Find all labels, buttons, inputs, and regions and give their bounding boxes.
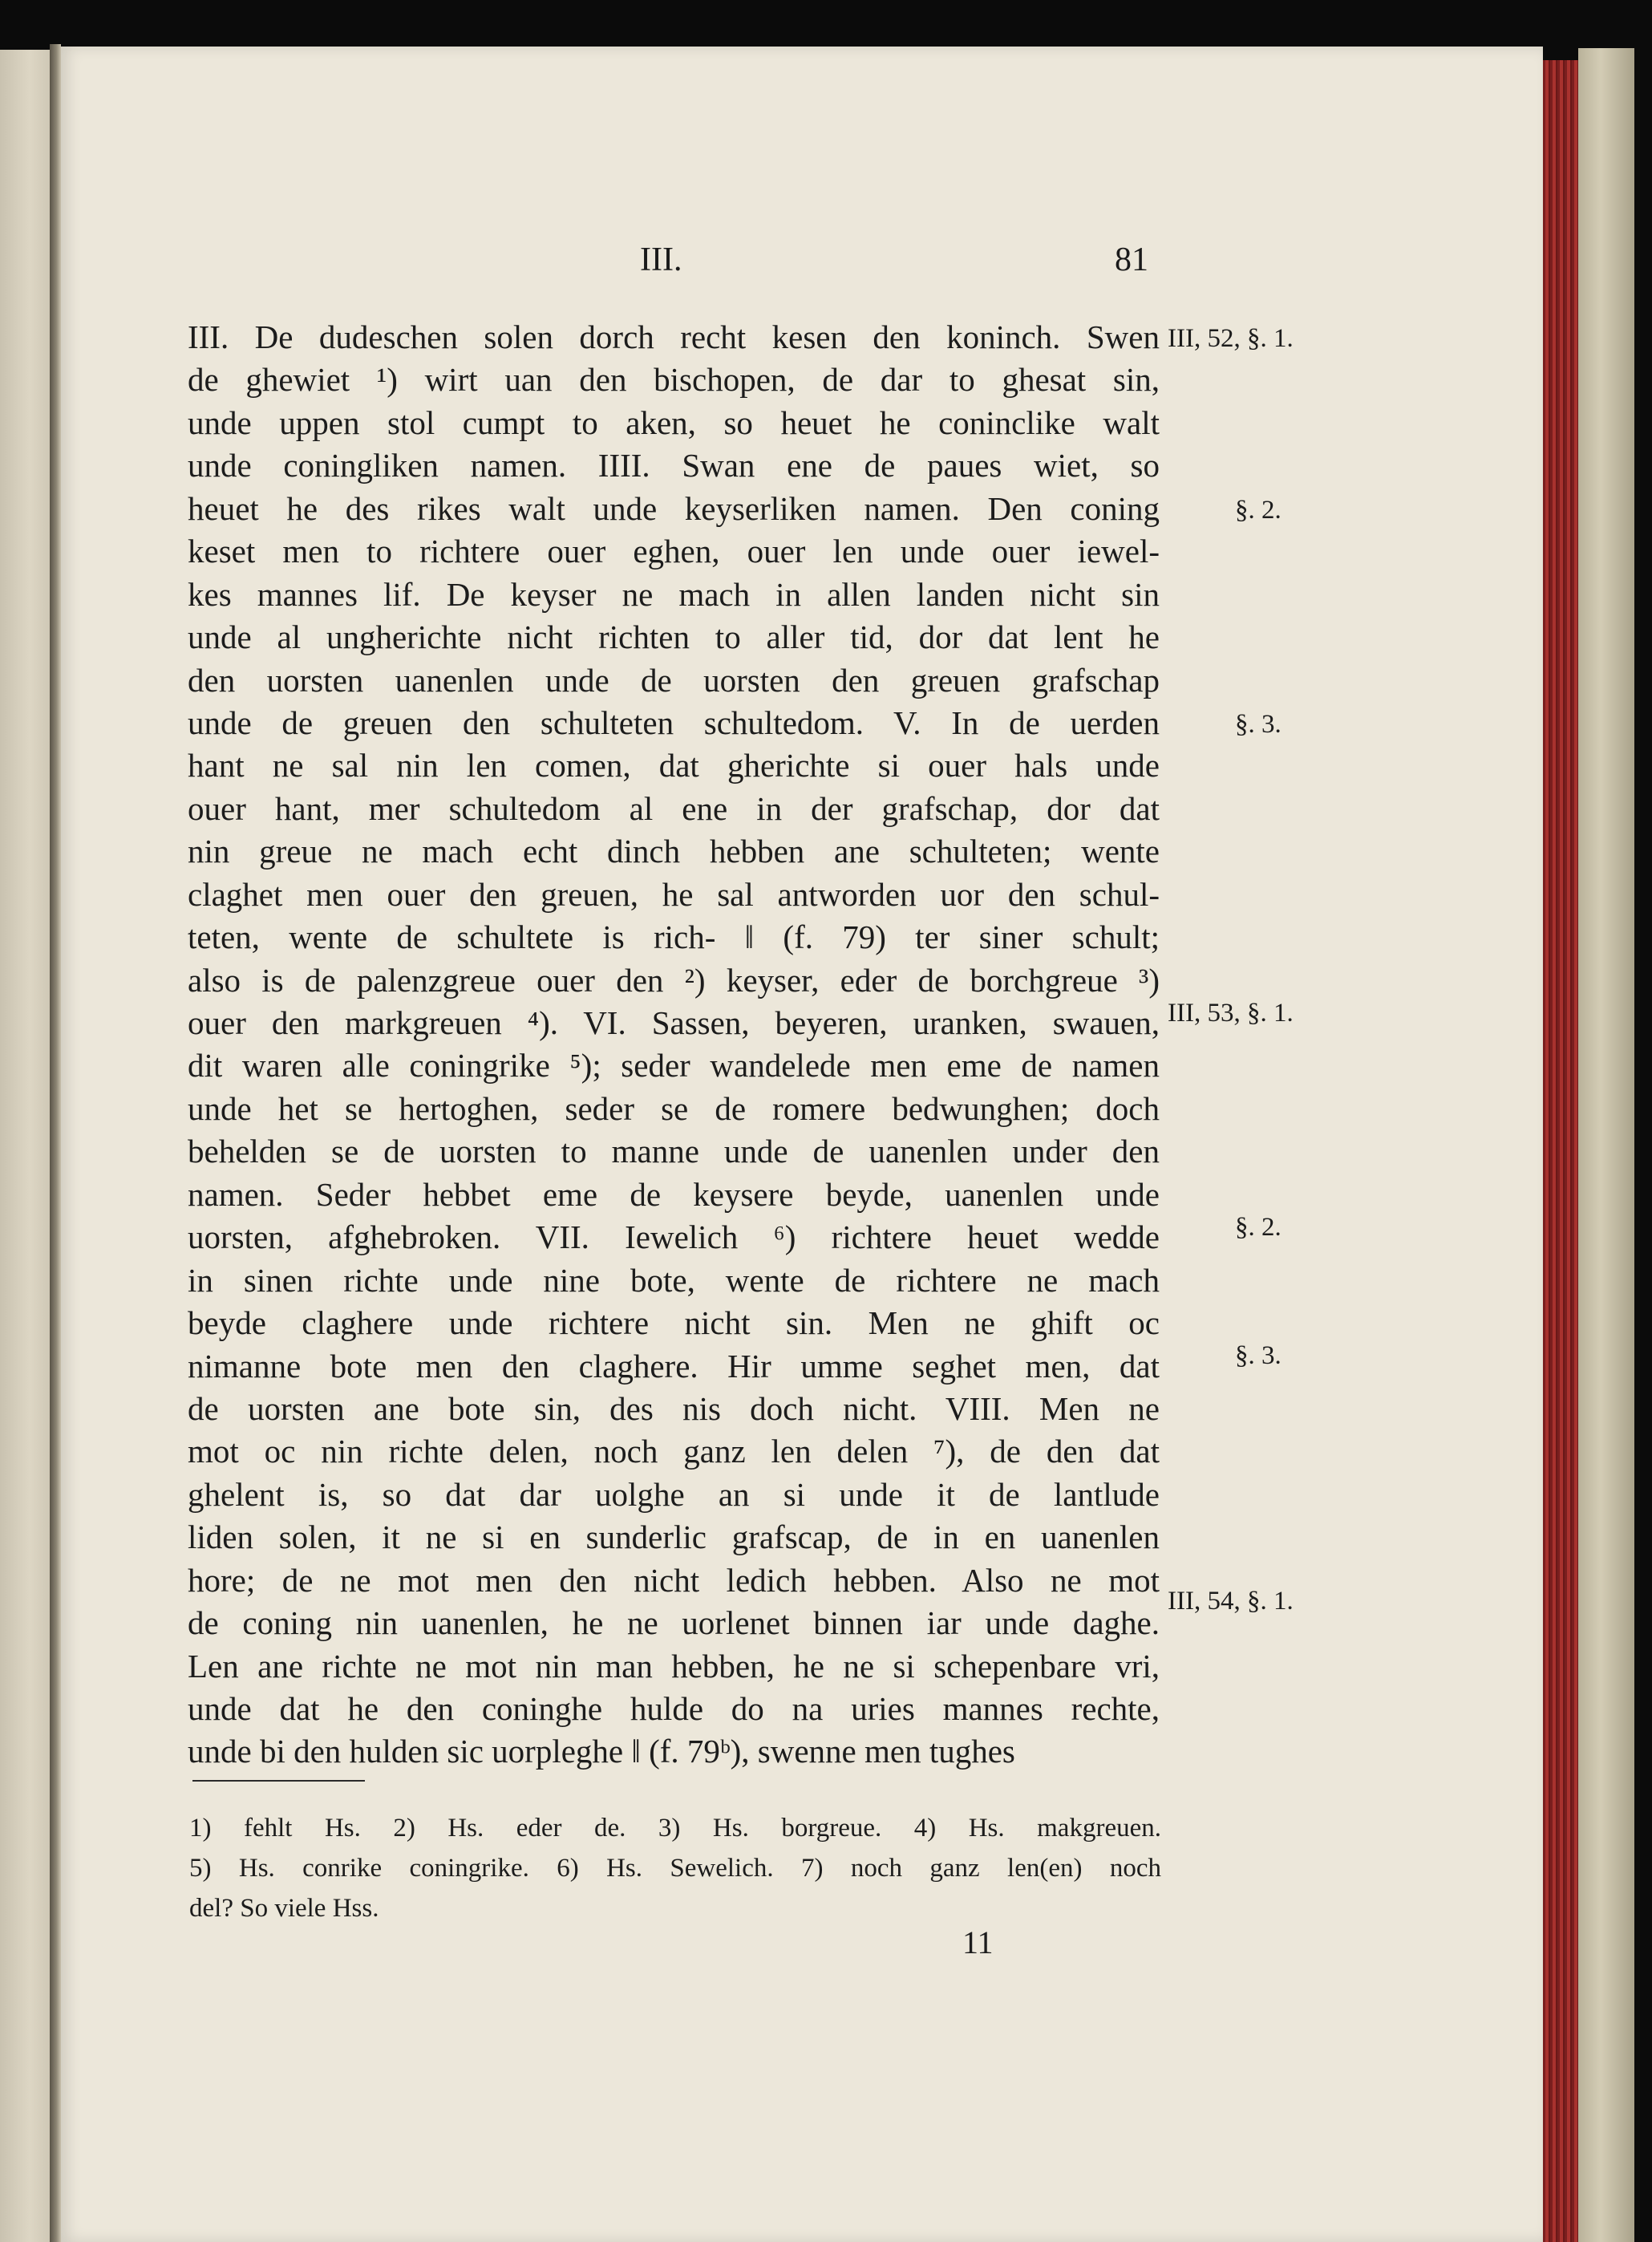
margin-reference: §. 3. — [1235, 1341, 1282, 1370]
footnote-line: 5) Hs. conrike coningrike. 6) Hs. Sewelich. 7) noch ganz len(en) noch — [189, 1854, 1161, 1883]
text-line: nin greue ne mach echt dinch hebben ane schulteten; wente — [188, 833, 1160, 870]
margin-reference: III, 53, §. 1. — [1168, 999, 1294, 1028]
main-text — [188, 316, 1160, 1774]
text-line: behelden se de uorsten to manne unde de uanenlen under den — [188, 1133, 1160, 1170]
text-line: unde al ungherichte nicht richten to aller tid, dor dat lent he — [188, 618, 1160, 656]
text-line: ouer den markgreuen ⁴). VI. Sassen, beyeren, uranken, swauen, — [188, 1004, 1160, 1041]
signature-mark: 11 — [962, 1924, 994, 1960]
running-head-section: III. — [640, 241, 682, 278]
text-line: namen. Seder hebbet eme de keysere beyde, uanenlen unde — [188, 1175, 1160, 1213]
text-line: de coning nin uanenlen, he ne uorlenet binnen iar unde daghe. — [188, 1604, 1160, 1642]
footnote-line: 1) fehlt Hs. 2) Hs. eder de. 3) Hs. borgreue. 4) Hs. makgreuen. — [189, 1814, 1161, 1843]
margin-reference: III, 54, §. 1. — [1168, 1587, 1294, 1616]
text-line: hore; de ne mot men den nicht ledich hebben. Also ne mot — [188, 1561, 1160, 1599]
text-line: claghet men ouer den greuen, he sal antworden uor den schul- — [188, 875, 1160, 913]
margin-reference: §. 3. — [1235, 710, 1282, 739]
text-line: beyde claghere unde richtere nicht sin. Men ne ghift oc — [188, 1304, 1160, 1342]
footnote-rule — [192, 1780, 365, 1782]
text-line: unde het se hertoghen, seder se de romere bedwunghen; doch — [188, 1089, 1160, 1127]
text-line: nimanne bote men den claghere. Hir umme seghet men, dat — [188, 1347, 1160, 1385]
text-line: keset men to richtere ouer eghen, ouer len unde ouer iewel- — [188, 533, 1160, 570]
text-line: unde de greuen den schulteten schultedom. V. In de uerden — [188, 703, 1160, 741]
text-line: unde uppen stol cumpt to aken, so heuet he coninclike walt — [188, 403, 1160, 441]
text-line: unde bi den hulden sic uorpleghe ‖ (f. 79ᵇ), swenne men tughes — [188, 1733, 1015, 1770]
text-line: ouer hant, mer schultedom al ene in der grafschap, dor dat — [188, 789, 1160, 827]
text-line: dit waren alle coningrike ⁵); seder wandelede men eme de namen — [188, 1047, 1160, 1085]
margin-reference: §. 2. — [1235, 1213, 1282, 1242]
text-line: unde coningliken namen. IIII. Swan ene de paues wiet, so — [188, 447, 1160, 484]
footnote-line: del? So viele Hss. — [189, 1894, 379, 1923]
left-page-edge — [0, 50, 50, 2242]
footnotes — [189, 1808, 1161, 1928]
book-cover-board — [1578, 48, 1634, 2242]
text-line: hant ne sal nin len comen, dat gherichte si ouer hals unde — [188, 747, 1160, 784]
text-line: heuet he des rikes walt unde keyserliken namen. Den coning — [188, 489, 1160, 527]
margin-reference: §. 2. — [1235, 496, 1282, 525]
text-line: Len ane richte ne mot nin man hebben, he ne si schepenbare vri, — [188, 1647, 1160, 1685]
page-edges-red — [1543, 60, 1578, 2242]
text-line: de ghewiet ¹) wirt uan den bischopen, de dar to ghesat sin, — [188, 361, 1160, 399]
text-line: den uorsten uanenlen unde de uorsten den greuen grafschap — [188, 661, 1160, 699]
text-line: also is de palenzgreue ouer den ²) keyser, eder de borchgreue ³) — [188, 961, 1160, 999]
margin-reference: III, 52, §. 1. — [1168, 324, 1294, 353]
text-line: ghelent is, so dat dar uolghe an si unde it de lantlude — [188, 1475, 1160, 1513]
text-line: de uorsten ane bote sin, des nis doch nicht. VIII. Men ne — [188, 1389, 1160, 1427]
text-line: teten, wente de schultete is rich- ‖ (f. 79) ter siner schult; — [188, 918, 1160, 956]
text-line: unde dat he den coninghe hulde do na uries mannes rechte, — [188, 1690, 1160, 1727]
page-number: 81 — [1115, 241, 1148, 278]
text-line: kes mannes lif. De keyser ne mach in allen landen nicht sin — [188, 575, 1160, 613]
text-line: in sinen richte unde nine bote, wente de richtere ne mach — [188, 1261, 1160, 1299]
book-gutter — [50, 44, 61, 2242]
text-line: uorsten, afghebroken. VII. Iewelich ⁶) richtere heuet wedde — [188, 1218, 1160, 1256]
text-line: III. De dudeschen solen dorch recht kesen den koninch. Swen — [188, 318, 1160, 355]
text-line: liden solen, it ne si en sunderlic grafscap, de in en uanenlen — [188, 1518, 1160, 1556]
text-line: mot oc nin richte delen, noch ganz len delen ⁷), de den dat — [188, 1433, 1160, 1470]
